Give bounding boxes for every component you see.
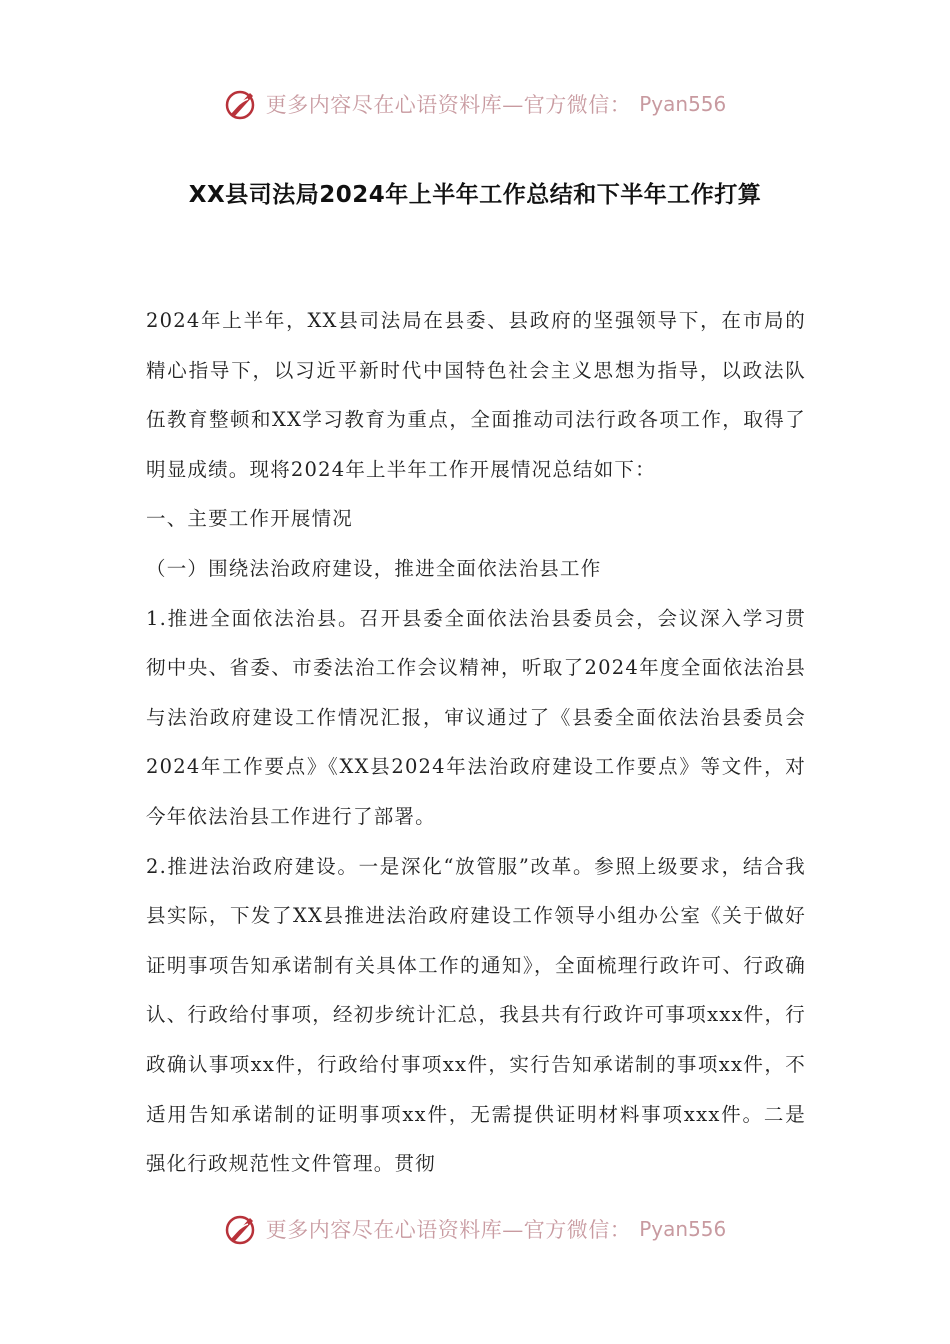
- watermark-banner-bottom: [0, 1209, 950, 1249]
- watermark-text: 更多内容尽在心语资料库—官方微信：: [265, 93, 632, 117]
- paragraph-intro: 2024年上半年，XX县司法局在县委、县政府的坚强领导下，在市局的精心指导下，以习近平新时代中国特色社会主义思想为指导，以政法队伍教育整顿和XX学习教育为重点，全面推动司法行政各项工作，取得了明显成绩。现将2024年上半年工作开展情况总结如下：: [146, 309, 806, 481]
- watermark-text: 更多内容尽在心语资料库—官方微信：: [265, 1218, 632, 1242]
- document-body: [146, 296, 806, 1189]
- quill-logo-icon: [224, 87, 258, 121]
- paragraph-item-2: 2.推进法治政府建设。一是深化“放管服”改革。参照上级要求，结合我县实际，下发了XX县推进法治政府建设工作领导小组办公室《关于做好证明事项告知承诺制有关具体工作的通知》，全面梳理行政许可、行政确认、行政给付事项，经初步统计汇总，我县共有行政许可事项xxx件，行政确认事项xx件，行政给付事项xx件，实行告知承诺制的事项xx件，不适用告知承诺制的证明事项xx件，无需提供证明材料事项xxx件。二是强化行政规范性文件管理。贯彻: [146, 854, 806, 1176]
- watermark-wechat-id: Pyan556: [639, 92, 727, 116]
- watermark-banner-top: [0, 84, 950, 124]
- document-title: XX县司法局2024年上半年工作总结和下半年工作打算: [188, 182, 762, 208]
- watermark-wechat-id: Pyan556: [639, 1217, 727, 1241]
- paragraph-item-1: 1.推进全面依法治县。召开县委全面依法治县委员会，会议深入学习贯彻中央、省委、市委法治工作会议精神，听取了2024年度全面依法治县与法治政府建设工作情况汇报，审议通过了《县委全面依法治县委员会2024年工作要点》《XX县2024年法治政府建设工作要点》等文件，对今年依法治县工作进行了部署。: [146, 606, 806, 828]
- quill-logo-icon: [224, 1212, 258, 1246]
- heading-section-1: 一、主要工作开展情况: [146, 507, 354, 531]
- heading-subsection-1: （一）围绕法治政府建设，推进全面依法治县工作: [146, 556, 602, 580]
